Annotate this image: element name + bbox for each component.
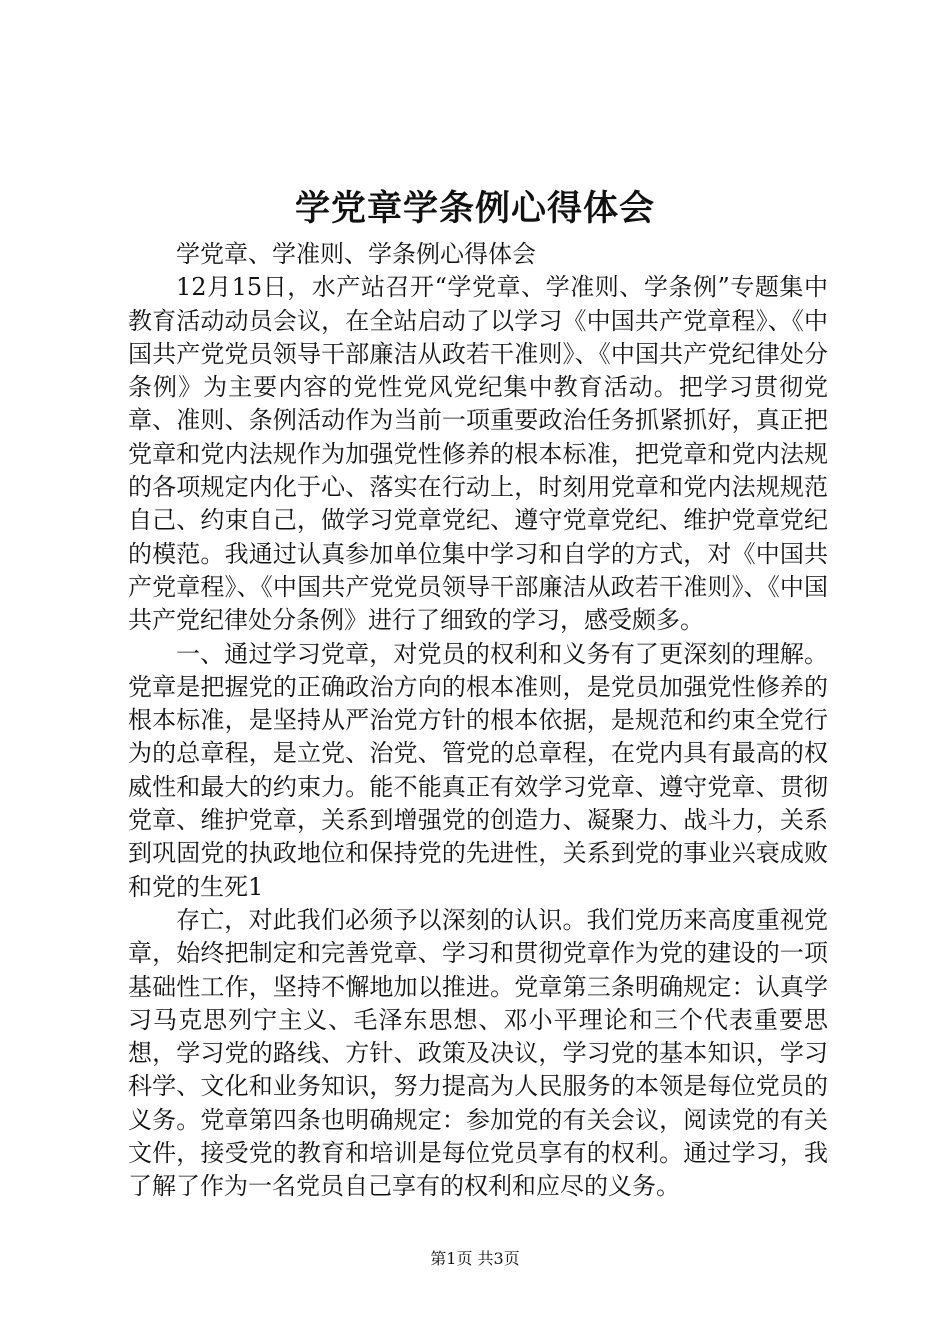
- page-number-footer: 第1页 共3页: [430, 1249, 520, 1268]
- section-one-continued-paragraph: 存亡，对此我们必须予以深刻的认识。我们党历来高度重视党章，始终把制定和完善党章、学习和贯彻党章作为党的建设的一项基础性工作，坚持不懈地加以推进。党章第三条明确规定：认真学习马克思列宁主义、毛泽东思想、邓小平理论和三个代表重要思想，学习党的路线、方针、政策及决议，学习党的基本知识，学习科学、文化和业务知识，努力提高为人民服务的本领是每位党员的义务。党章第四条也明确规定：参加党的有关会议，阅读党的有关文件，接受党的教育和培训是每位党员享有的权利。通过学习，我了解了作为一名党员自己享有的权利和应尽的义务。: [128, 905, 828, 1201]
- intro-paragraph: 12月15日，水产站召开“学党章、学准则、学条例”专题集中教育活动动员会议，在全站启动了以学习《中国共产党章程》、《中国共产党党员领导干部廉洁从政若干准则》、《中国共产党纪律处分条例》为主要内容的党性党风党纪集中教育活动。把学习贯彻党章、准则、条例活动作为当前一项重要政治任务抓紧抓好，真正把党章和党内法规作为加强党性修养的根本标准，把党章和党内法规的各项规定内化于心、落实在行动上，时刻用党章和党内法规规范自己、约束自己，做学习党章党纪、遵守党章党纪、维护党章党纪的模范。我通过认真参加单位集中学习和自学的方式，对《中国共产党章程》、《中国共产党党员领导干部廉洁从政若干准则》、《中国共产党纪律处分条例》进行了细致的学习，感受颇多。: [128, 273, 828, 635]
- section-one-paragraph: 一、通过学习党章，对党员的权利和义务有了更深刻的理解。党章是把握党的正确政治方向的根本准则，是党员加强党性修养的根本标准，是坚持从严治党方针的根本依据，是规范和约束全党行为的总章程，是立党、治党、管党的总章程，在党内具有最高的权威性和最大的约束力。能不能真正有效学习党章、遵守党章、贯彻党章、维护党章，关系到增强党的创造力、凝聚力、战斗力，关系到巩固党的执政地位和保持党的先进性，关系到党的事业兴衰成败和党的生死1: [128, 639, 828, 901]
- subtitle-paragraph: 学党章、学准则、学条例心得体会: [176, 240, 536, 268]
- document-body: [128, 238, 828, 1204]
- document-title: 学党章学条例心得体会: [294, 188, 655, 229]
